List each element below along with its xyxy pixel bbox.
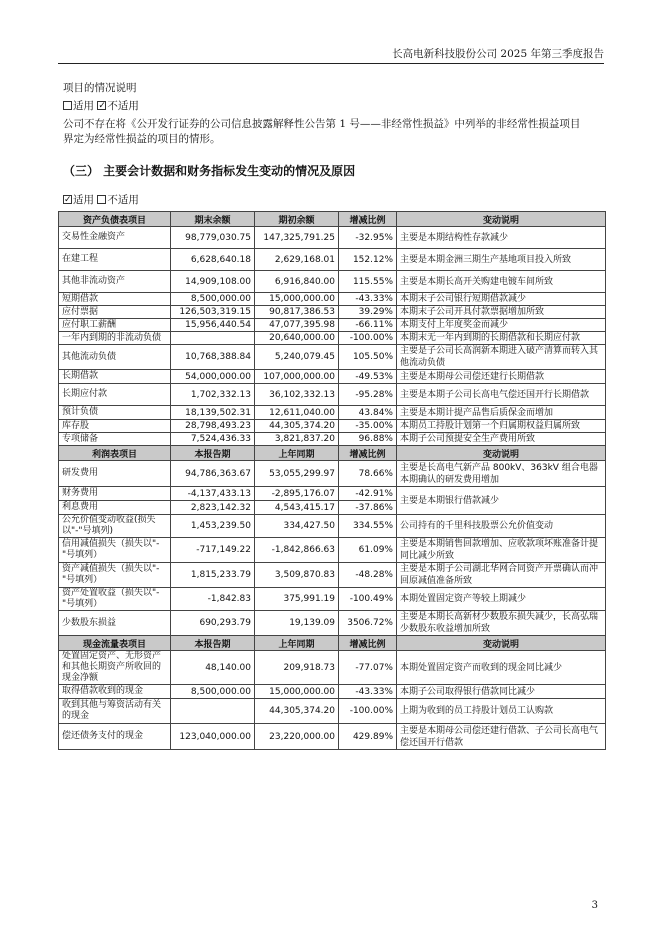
cell-note: 主要是本期母公司偿还建行长期借款 — [397, 370, 606, 384]
cell-change: 334.55% — [339, 515, 397, 538]
cell-current: -1,842.83 — [171, 588, 255, 611]
applicable-label: 适用 — [73, 100, 94, 112]
table-row — [59, 319, 606, 332]
cell-item: 公允价值变动收益(损失以"-"号填列) — [59, 515, 171, 538]
cell-change: 39.29% — [339, 306, 397, 319]
section-checkbox-not-applicable[interactable] — [97, 195, 106, 204]
cell-item: 处置固定资产、无形资产和其他长期资产所收回的现金净额 — [59, 651, 171, 685]
cell-note: 主要是本期银行借款减少 — [397, 487, 606, 515]
cell-prior: -2,895,176.07 — [255, 487, 339, 501]
cell-current: 6,628,640.18 — [171, 249, 255, 271]
section-applicability — [63, 193, 603, 208]
cell-change: -100.00% — [339, 332, 397, 345]
table-row — [59, 345, 606, 370]
cell-note: 本期末子公司银行短期借款减少 — [397, 293, 606, 306]
section-title: （三） 主要会计数据和财务指标发生变动的情况及原因 — [63, 164, 356, 178]
cell-item: 资产处置收益（损失以"-"号填列） — [59, 588, 171, 611]
cell-current: 18,139,502.31 — [171, 406, 255, 420]
cell-change: -66.11% — [339, 319, 397, 332]
cell-item: 交易性金融资产 — [59, 227, 171, 249]
cell-current — [171, 699, 255, 724]
cell-note: 主要是本期母公司偿还建行借款、子公司长高电气偿还国开行借款 — [397, 724, 606, 750]
cell-change: 61.09% — [339, 538, 397, 563]
section-not-applicable-label: 不适用 — [107, 194, 139, 206]
cashflow-header-cell: 现金流量表项目 — [59, 636, 171, 651]
cell-current: -4,137,433.13 — [171, 487, 255, 501]
table-row — [59, 724, 606, 750]
cell-change: -48.28% — [339, 563, 397, 588]
cell-item: 财务费用 — [59, 487, 171, 501]
cell-change: 43.84% — [339, 406, 397, 420]
cell-note: 上期为收到的员工持股计划员工认购款 — [397, 699, 606, 724]
cashflow-header-cell: 上年同期 — [255, 636, 339, 651]
table-row — [59, 420, 606, 433]
balance-header-cell: 变动说明 — [397, 212, 606, 227]
not-applicable-label: 不适用 — [107, 100, 139, 112]
income-header-cell: 变动说明 — [397, 446, 606, 461]
header-title: 长高电新科技股份公司 2025 年第三季度报告 — [392, 48, 604, 60]
cell-change: -37.86% — [339, 501, 397, 515]
section-applicable-label: 适用 — [73, 194, 94, 206]
cell-prior: 4,543,415.17 — [255, 501, 339, 515]
cell-prior: 107,000,000.00 — [255, 370, 339, 384]
cell-current: 8,500,000.00 — [171, 293, 255, 306]
table-row — [59, 406, 606, 420]
header-divider — [58, 63, 604, 64]
cell-change: -49.53% — [339, 370, 397, 384]
table-row — [59, 306, 606, 319]
cell-current — [171, 332, 255, 345]
page-header — [58, 46, 604, 62]
financial-changes-table — [58, 211, 606, 750]
cell-note: 本期员工持股计划第一个归属期权益归属所致 — [397, 420, 606, 433]
cell-current: 123,040,000.00 — [171, 724, 255, 750]
intro-applicability — [63, 99, 603, 114]
cell-current: 15,956,440.54 — [171, 319, 255, 332]
balance-header-cell: 资产负债表项目 — [59, 212, 171, 227]
checkbox-not-applicable[interactable] — [97, 101, 106, 110]
cell-prior: 15,000,000.00 — [255, 293, 339, 306]
table-row — [59, 461, 606, 487]
cell-change: 105.50% — [339, 345, 397, 370]
table-row — [59, 685, 606, 699]
cell-item: 信用减值损失（损失以"-"号填列） — [59, 538, 171, 563]
cell-change: -100.49% — [339, 588, 397, 611]
cell-current: 48,140.00 — [171, 651, 255, 685]
cell-note: 主要是长高电气新产品 800kV、363kV 组合电器本期确认的研发费用增加 — [397, 461, 606, 487]
cell-prior: 209,918.73 — [255, 651, 339, 685]
cell-change: -42.91% — [339, 487, 397, 501]
cashflow-header-cell: 本报告期 — [171, 636, 255, 651]
section-checkbox-applicable[interactable] — [63, 195, 72, 204]
cell-prior: 334,427.50 — [255, 515, 339, 538]
cell-change: -100.00% — [339, 699, 397, 724]
cell-item: 长期应付款 — [59, 384, 171, 406]
cell-note: 本期子公司取得银行借款同比减少 — [397, 685, 606, 699]
cell-item: 预计负债 — [59, 406, 171, 420]
cell-note: 主要是本期计提产品售后质保金而增加 — [397, 406, 606, 420]
table-row — [59, 699, 606, 724]
cell-item: 资产减值损失（损失以"-"号填列） — [59, 563, 171, 588]
cell-prior: 53,055,299.97 — [255, 461, 339, 487]
balance-header-cell: 增减比例 — [339, 212, 397, 227]
cell-item: 在建工程 — [59, 249, 171, 271]
cell-current: 8,500,000.00 — [171, 685, 255, 699]
cell-prior: 147,325,791.25 — [255, 227, 339, 249]
cell-item: 一年内到期的非流动负债 — [59, 332, 171, 345]
table-row — [59, 651, 606, 685]
cell-prior: 5,240,079.45 — [255, 345, 339, 370]
table-row — [59, 563, 606, 588]
cell-item: 长期借款 — [59, 370, 171, 384]
cell-item: 偿还债务支付的现金 — [59, 724, 171, 750]
table-row — [59, 384, 606, 406]
cell-prior: 47,077,395.98 — [255, 319, 339, 332]
cell-item: 利息费用 — [59, 501, 171, 515]
cell-note: 主要是本期金洲三期生产基地项目投入所致 — [397, 249, 606, 271]
cell-change: -35.00% — [339, 420, 397, 433]
cell-change: 152.12% — [339, 249, 397, 271]
cell-change: 96.88% — [339, 433, 397, 446]
balance-header-cell: 期初余额 — [255, 212, 339, 227]
cell-note: 主要是本期长高新材少数股东损失减少，长高弘瑞少数股东收益增加所致 — [397, 611, 606, 636]
cell-item: 应付职工薪酬 — [59, 319, 171, 332]
cell-item: 短期借款 — [59, 293, 171, 306]
cell-prior: 44,305,374.20 — [255, 699, 339, 724]
cell-note: 本期末无一年内到期的长期借款和长期应付款 — [397, 332, 606, 345]
cell-prior: 36,102,332.13 — [255, 384, 339, 406]
cell-note: 主要是子公司长高润新本期进入破产清算而转入其他流动负债 — [397, 345, 606, 370]
cell-note: 本期处置固定资产而收到的现金同比减少 — [397, 651, 606, 685]
cell-item: 应付票据 — [59, 306, 171, 319]
balance-header-cell: 期末余额 — [171, 212, 255, 227]
cell-note: 主要是本期结构性存款减少 — [397, 227, 606, 249]
cell-item: 取得借款收到的现金 — [59, 685, 171, 699]
table-row — [59, 611, 606, 636]
table-row — [59, 227, 606, 249]
cell-change: 429.89% — [339, 724, 397, 750]
cell-note: 本期子公司预提安全生产费用所致 — [397, 433, 606, 446]
cell-note: 本期支付上年度奖金而减少 — [397, 319, 606, 332]
cell-change: -95.28% — [339, 384, 397, 406]
table-row — [59, 433, 606, 446]
cell-item: 收到其他与筹资活动有关的现金 — [59, 699, 171, 724]
intro-heading: 项目的情况说明 — [63, 82, 137, 94]
cell-prior: 19,139.09 — [255, 611, 339, 636]
cashflow-header-cell: 增减比例 — [339, 636, 397, 651]
cell-current: 10,768,388.84 — [171, 345, 255, 370]
table-row — [59, 487, 606, 501]
cell-note: 本期处置固定资产等较上期减少 — [397, 588, 606, 611]
cell-change: -43.33% — [339, 685, 397, 699]
cell-current: 690,293.79 — [171, 611, 255, 636]
cell-change: -32.95% — [339, 227, 397, 249]
cell-current: 1,815,233.79 — [171, 563, 255, 588]
table-row — [59, 332, 606, 345]
cell-prior: 15,000,000.00 — [255, 685, 339, 699]
cell-current: -717,149.22 — [171, 538, 255, 563]
cell-prior: 44,305,374.20 — [255, 420, 339, 433]
income-header-cell: 利润表项目 — [59, 446, 171, 461]
table-row — [59, 249, 606, 271]
cell-note: 主要是本期销售回款增加、应收款项坏账准备计提同比减少所致 — [397, 538, 606, 563]
cell-change: 115.55% — [339, 271, 397, 293]
table-row — [59, 515, 606, 538]
cell-note: 本期末子公司开具付款票据增加所致 — [397, 306, 606, 319]
income-header-cell: 上年同期 — [255, 446, 339, 461]
cashflow-header-cell: 变动说明 — [397, 636, 606, 651]
cell-prior: 375,991.19 — [255, 588, 339, 611]
cell-current: 126,503,319.15 — [171, 306, 255, 319]
income-header-cell: 本报告期 — [171, 446, 255, 461]
cell-current: 28,798,493.23 — [171, 420, 255, 433]
cell-prior: 90,817,386.53 — [255, 306, 339, 319]
cell-current: 2,823,142.32 — [171, 501, 255, 515]
cell-prior: 3,509,870.83 — [255, 563, 339, 588]
cell-item: 库存股 — [59, 420, 171, 433]
table-row — [59, 538, 606, 563]
cell-prior: 23,220,000.00 — [255, 724, 339, 750]
cell-current: 54,000,000.00 — [171, 370, 255, 384]
cell-current: 1,453,239.50 — [171, 515, 255, 538]
table-row — [59, 293, 606, 306]
cell-current: 14,909,108.00 — [171, 271, 255, 293]
balance-header-row — [59, 212, 606, 227]
cell-change: 78.66% — [339, 461, 397, 487]
cell-current: 1,702,332.13 — [171, 384, 255, 406]
cell-note: 主要是本期子公司长高电气偿还国开行长期借款 — [397, 384, 606, 406]
table-row — [59, 370, 606, 384]
table-row — [59, 588, 606, 611]
page-number: 3 — [591, 900, 598, 911]
cell-change: -43.33% — [339, 293, 397, 306]
cell-prior: 12,611,040.00 — [255, 406, 339, 420]
cell-note: 公司持有的千里科技股票公允价值变动 — [397, 515, 606, 538]
cell-change: -77.07% — [339, 651, 397, 685]
cell-note: 主要是本期长高开关购建电镀车间所致 — [397, 271, 606, 293]
intro-statement: 公司不存在将《公开发行证券的公司信息披露解释性公告第 1 号——非经常性损益》中列举的非经常性损益项目界定为经常性损益的项目的情形。 — [63, 118, 581, 145]
cell-item: 其他非流动资产 — [59, 271, 171, 293]
cell-prior: 2,629,168.01 — [255, 249, 339, 271]
income-header-cell: 增减比例 — [339, 446, 397, 461]
table-row — [59, 271, 606, 293]
cell-prior: 6,916,840.00 — [255, 271, 339, 293]
cell-prior: 20,640,000.00 — [255, 332, 339, 345]
cashflow-header-row — [59, 636, 606, 651]
cell-prior: -1,842,866.63 — [255, 538, 339, 563]
cell-item: 其他流动负债 — [59, 345, 171, 370]
cell-current: 94,786,363.67 — [171, 461, 255, 487]
cell-note: 主要是本期子公司湖北华网合同资产开票确认而冲回原减值准备所致 — [397, 563, 606, 588]
cell-prior: 3,821,837.20 — [255, 433, 339, 446]
income-header-row — [59, 446, 606, 461]
cell-change: 3506.72% — [339, 611, 397, 636]
cell-item: 研发费用 — [59, 461, 171, 487]
checkbox-applicable[interactable] — [63, 101, 72, 110]
cell-current: 7,524,436.33 — [171, 433, 255, 446]
cell-item: 专项储备 — [59, 433, 171, 446]
cell-item: 少数股东损益 — [59, 611, 171, 636]
cell-current: 98,779,030.75 — [171, 227, 255, 249]
